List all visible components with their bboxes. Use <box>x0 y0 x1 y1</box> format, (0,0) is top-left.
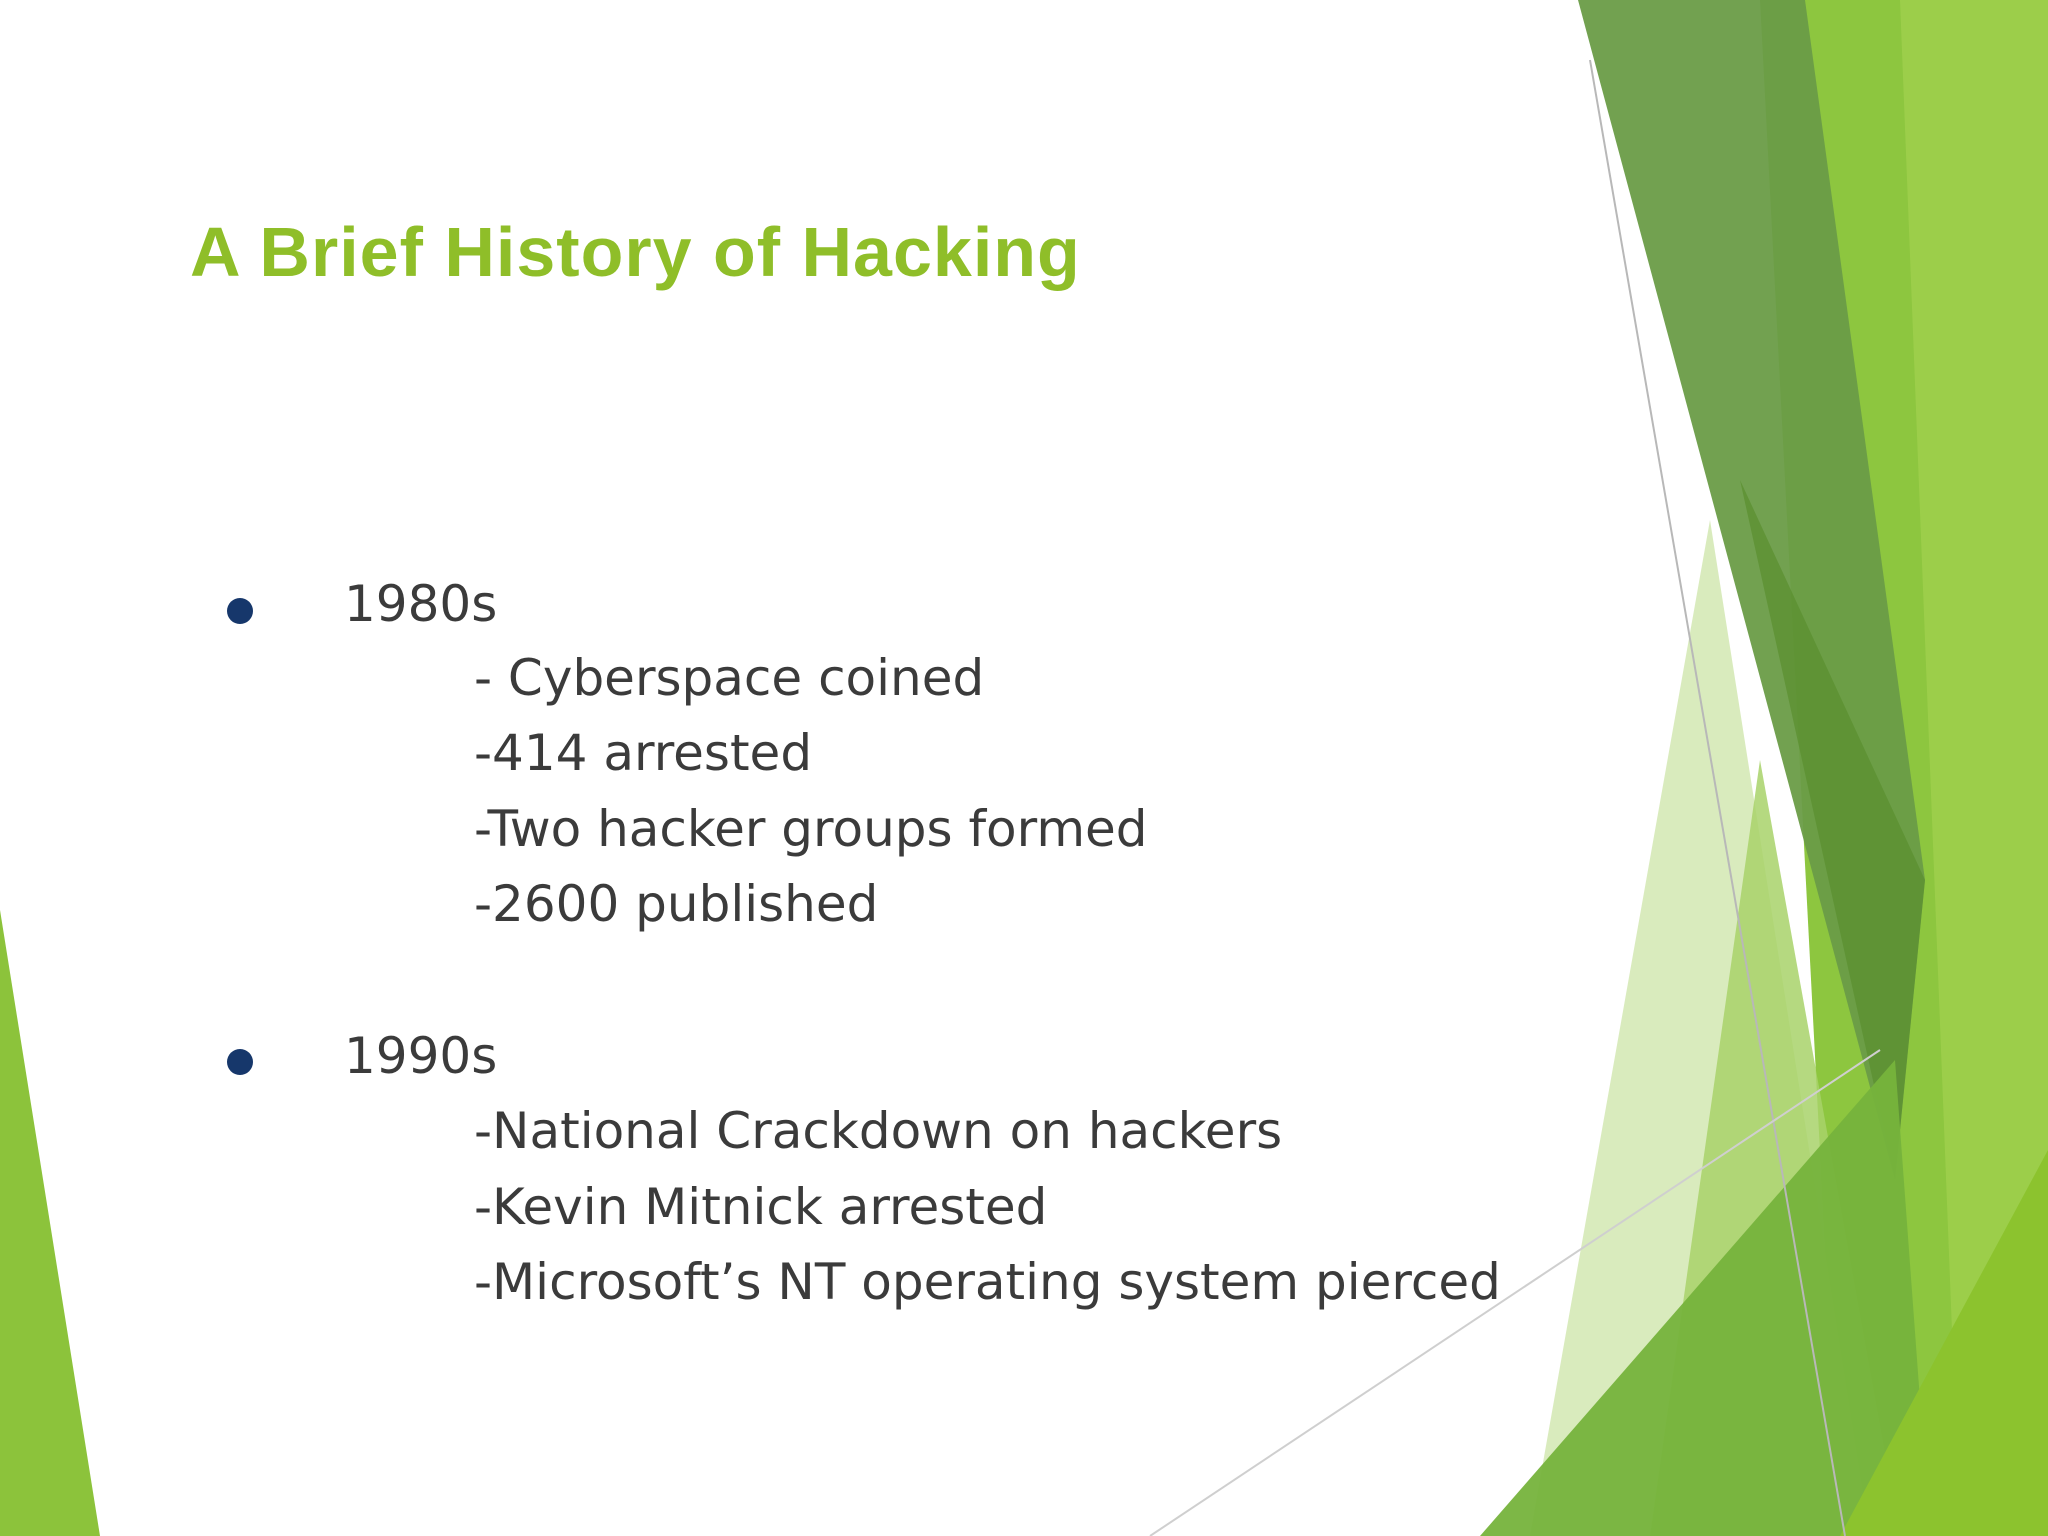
section-heading: 1990s <box>344 1027 498 1085</box>
left-green-sliver <box>0 910 100 1536</box>
bullet-dot-icon <box>227 598 253 624</box>
list-item: -National Crackdown on hackers <box>474 1102 1283 1160</box>
list-item: -414 arrested <box>474 724 813 782</box>
slide-title: A Brief History of Hacking <box>190 213 1081 291</box>
section-heading: 1980s <box>344 575 498 633</box>
list-item: -Two hacker groups formed <box>474 800 1148 858</box>
list-item: -Microsoft’s NT operating system pierced <box>474 1253 1501 1311</box>
list-item: -2600 published <box>474 875 879 933</box>
bullet-dot-icon <box>227 1049 253 1075</box>
list-item: - Cyberspace coined <box>474 649 985 707</box>
list-item: -Kevin Mitnick arrested <box>474 1178 1048 1236</box>
